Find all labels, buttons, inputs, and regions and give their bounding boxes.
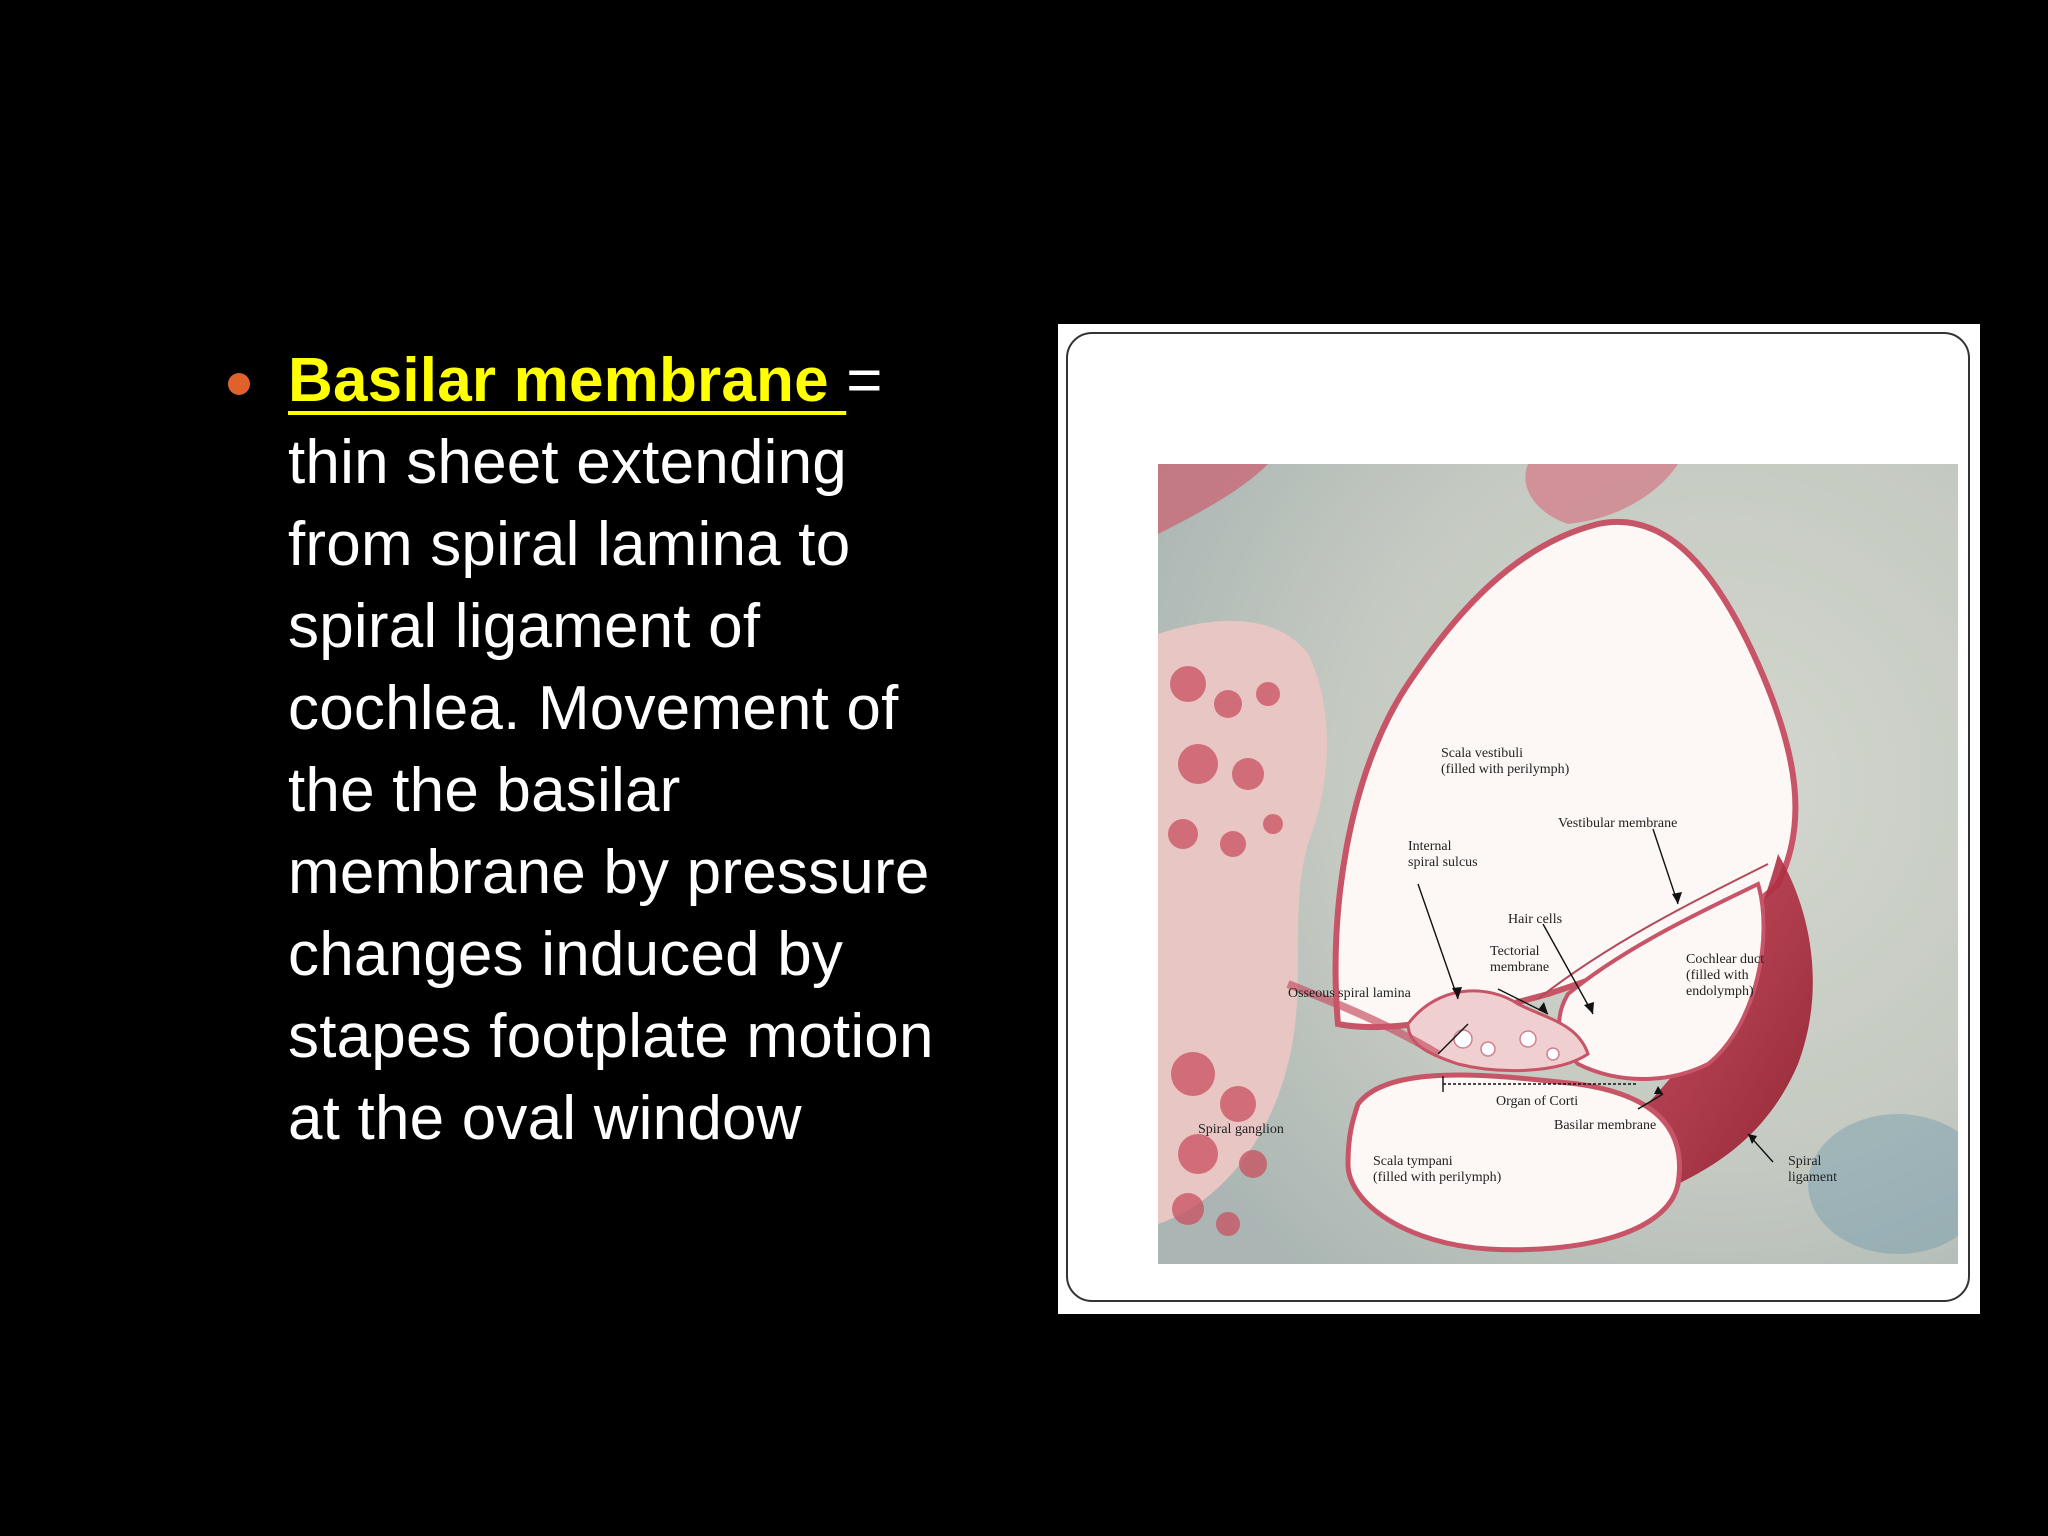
label-spiral-ligament-line1: Spiral bbox=[1788, 1154, 1822, 1169]
cochlea-figure bbox=[1058, 324, 1980, 1314]
label-hair-cells: Hair cells bbox=[1508, 912, 1563, 927]
label-tectorial-line1: Tectorial bbox=[1490, 944, 1540, 959]
bullet-line-8: stapes footplate motion bbox=[288, 1002, 934, 1071]
label-scala-vestibuli bbox=[1441, 746, 1569, 778]
bullet-line-3: spiral ligament of bbox=[288, 592, 761, 661]
bullet-line-5: the the basilar bbox=[288, 756, 681, 825]
label-internal-sulcus-line2: spiral sulcus bbox=[1408, 855, 1478, 870]
label-scala-tympani-line2: (filled with perilymph) bbox=[1373, 1170, 1502, 1185]
label-vestibular-membrane: Vestibular membrane bbox=[1558, 816, 1678, 831]
equals-sign: = bbox=[846, 346, 883, 415]
label-scala-vestibuli-line2: (filled with perilymph) bbox=[1441, 762, 1570, 777]
label-scala-tympani-line1: Scala tympani bbox=[1373, 1154, 1453, 1169]
bullet-line-0 bbox=[288, 340, 1048, 422]
label-spiral-ligament bbox=[1788, 1154, 1837, 1186]
label-cochlear-duct-line1: Cochlear duct bbox=[1686, 952, 1765, 967]
bullet-line-2: from spiral lamina to bbox=[288, 510, 851, 579]
label-spiral-ganglion: Spiral ganglion bbox=[1198, 1122, 1284, 1137]
label-osseous-spiral-lamina: Osseous spiral lamina bbox=[1288, 986, 1411, 1001]
label-spiral-ligament-line2: ligament bbox=[1788, 1170, 1837, 1185]
micrograph-svg bbox=[1158, 464, 1958, 1264]
label-tectorial-line2: membrane bbox=[1490, 960, 1550, 975]
cochlea-micrograph bbox=[1158, 464, 1958, 1264]
bullet-text bbox=[288, 340, 1048, 1160]
label-tectorial-membrane bbox=[1490, 944, 1549, 976]
label-scala-vestibuli-line1: Scala vestibuli bbox=[1441, 746, 1524, 761]
label-internal-spiral-sulcus bbox=[1408, 839, 1478, 871]
label-cochlear-duct bbox=[1686, 952, 1764, 1000]
label-internal-sulcus-line1: Internal bbox=[1408, 839, 1452, 854]
bullet-line-9: at the oval window bbox=[288, 1084, 802, 1153]
bullet-line-4: cochlea. Movement of bbox=[288, 674, 899, 743]
label-organ-of-corti: Organ of Corti bbox=[1496, 1094, 1579, 1109]
bullet-dot-icon bbox=[228, 373, 250, 395]
label-cochlear-duct-line2: (filled with bbox=[1686, 968, 1749, 983]
label-basilar-membrane: Basilar membrane bbox=[1554, 1118, 1657, 1133]
label-scala-tympani bbox=[1373, 1154, 1501, 1186]
label-cochlear-duct-line3: endolymph) bbox=[1686, 984, 1754, 999]
bullet-line-7: changes induced by bbox=[288, 920, 844, 989]
term-basilar-membrane: Basilar membrane bbox=[288, 346, 847, 415]
bullet-line-1: thin sheet extending bbox=[288, 428, 847, 497]
bullet-line-6: membrane by pressure bbox=[288, 838, 930, 907]
